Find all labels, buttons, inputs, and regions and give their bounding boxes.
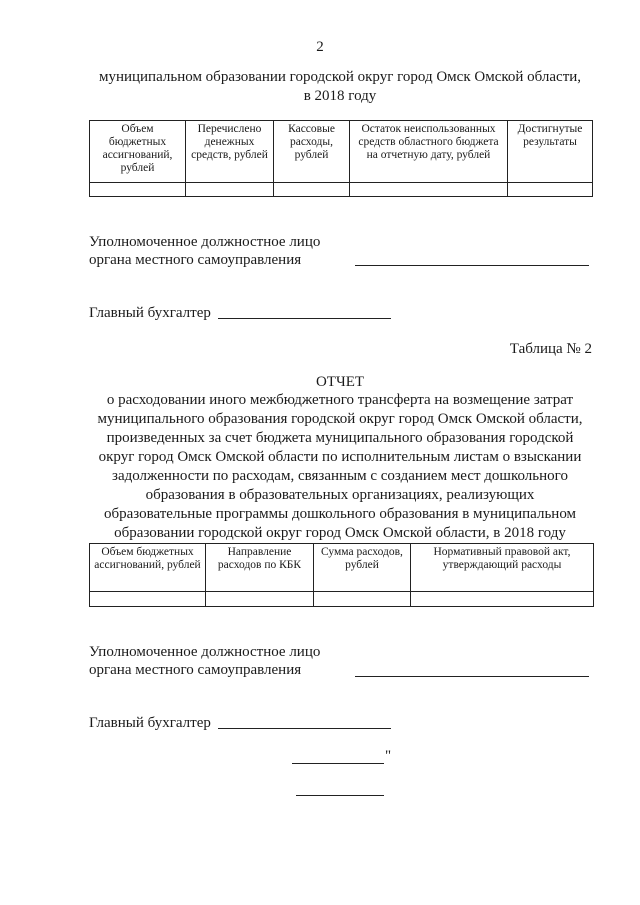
report-line: задолженности по расходам, связанным с созданием мест дошкольного: [112, 468, 568, 484]
table1-cell: [186, 183, 274, 197]
report-line: муниципального образования городской округ город Омск Омской области,: [97, 411, 583, 427]
section1-official-line2: органа местного самоуправления: [89, 252, 302, 268]
section2-official-signature-line: [355, 676, 589, 677]
section1-accountant-label: Главный бухгалтер: [89, 305, 211, 321]
table2-header-legal-act: Нормативный правовой акт, утверждающий расходы: [411, 544, 594, 592]
table1-header-allocations: Объем бюджетных ассигнований, рублей: [90, 121, 186, 183]
section2-accountant-label: Главный бухгалтер: [89, 715, 211, 731]
section1-official-signature-line: [355, 265, 589, 266]
section2-official-line2: органа местного самоуправления: [89, 662, 302, 678]
table1-cell: [274, 183, 350, 197]
table2-header-amount: Сумма расходов, рублей: [314, 544, 411, 592]
table1-header-remainder: Остаток неиспользованных средств областного бюджета на отчетную дату, рублей: [350, 121, 508, 183]
table1-header-row: [90, 121, 593, 183]
report-line: о расходовании иного межбюджетного трансферта на возмещение затрат: [106, 392, 574, 408]
report-line: образовательные программы дошкольного образования в муниципальном: [103, 506, 577, 522]
table1-cell: [90, 183, 186, 197]
table2-header-kbk: Направление расходов по КБК: [206, 544, 314, 592]
table1-header-results: Достигнутые результаты: [508, 121, 593, 183]
section1-accountant-signature-line: [218, 318, 391, 319]
report-line: произведенных за счет бюджета муниципального образования городской: [106, 430, 574, 446]
section2-official-line1: Уполномоченное должностное лицо: [89, 644, 321, 660]
report-title: ОТЧЕТ: [315, 374, 365, 390]
table2-empty-row: [90, 592, 594, 607]
table2-cell: [314, 592, 411, 607]
report-line: округ город Омск Омской области по исполнительным листам о взыскании: [98, 449, 582, 465]
table2-cell: [90, 592, 206, 607]
section1-title-line1: муниципальном образовании городской округ город Омск Омской области,: [98, 69, 582, 85]
table2-cell: [206, 592, 314, 607]
table2-cell: [411, 592, 594, 607]
table1-cell: [508, 183, 593, 197]
table1-empty-row: [90, 183, 593, 197]
section1-official-line1: Уполномоченное должностное лицо: [89, 234, 321, 250]
table2-header-row: [90, 544, 594, 592]
closing-line-2: [296, 795, 384, 796]
closing-line-1: [292, 763, 384, 764]
table2: [89, 543, 594, 607]
table1-header-cash-expenses: Кассовые расходы, рублей: [274, 121, 350, 183]
table1: [89, 120, 593, 197]
page-number: 2: [316, 39, 324, 55]
section1-title-line2: в 2018 году: [303, 88, 377, 104]
table2-label: Таблица № 2: [509, 341, 592, 357]
section2-accountant-signature-line: [218, 728, 391, 729]
table1-header-transferred: Перечислено денежных средств, рублей: [186, 121, 274, 183]
table2-header-allocations: Объем бюджетных ассигнований, рублей: [90, 544, 206, 592]
report-line: образовании городской округ город Омск Омской области, в 2018 году: [114, 525, 566, 541]
closing-quote: ": [385, 748, 392, 764]
report-line: образования в образовательных организациях, реализующих: [145, 487, 535, 503]
report-description: [70, 391, 610, 543]
table1-cell: [350, 183, 508, 197]
